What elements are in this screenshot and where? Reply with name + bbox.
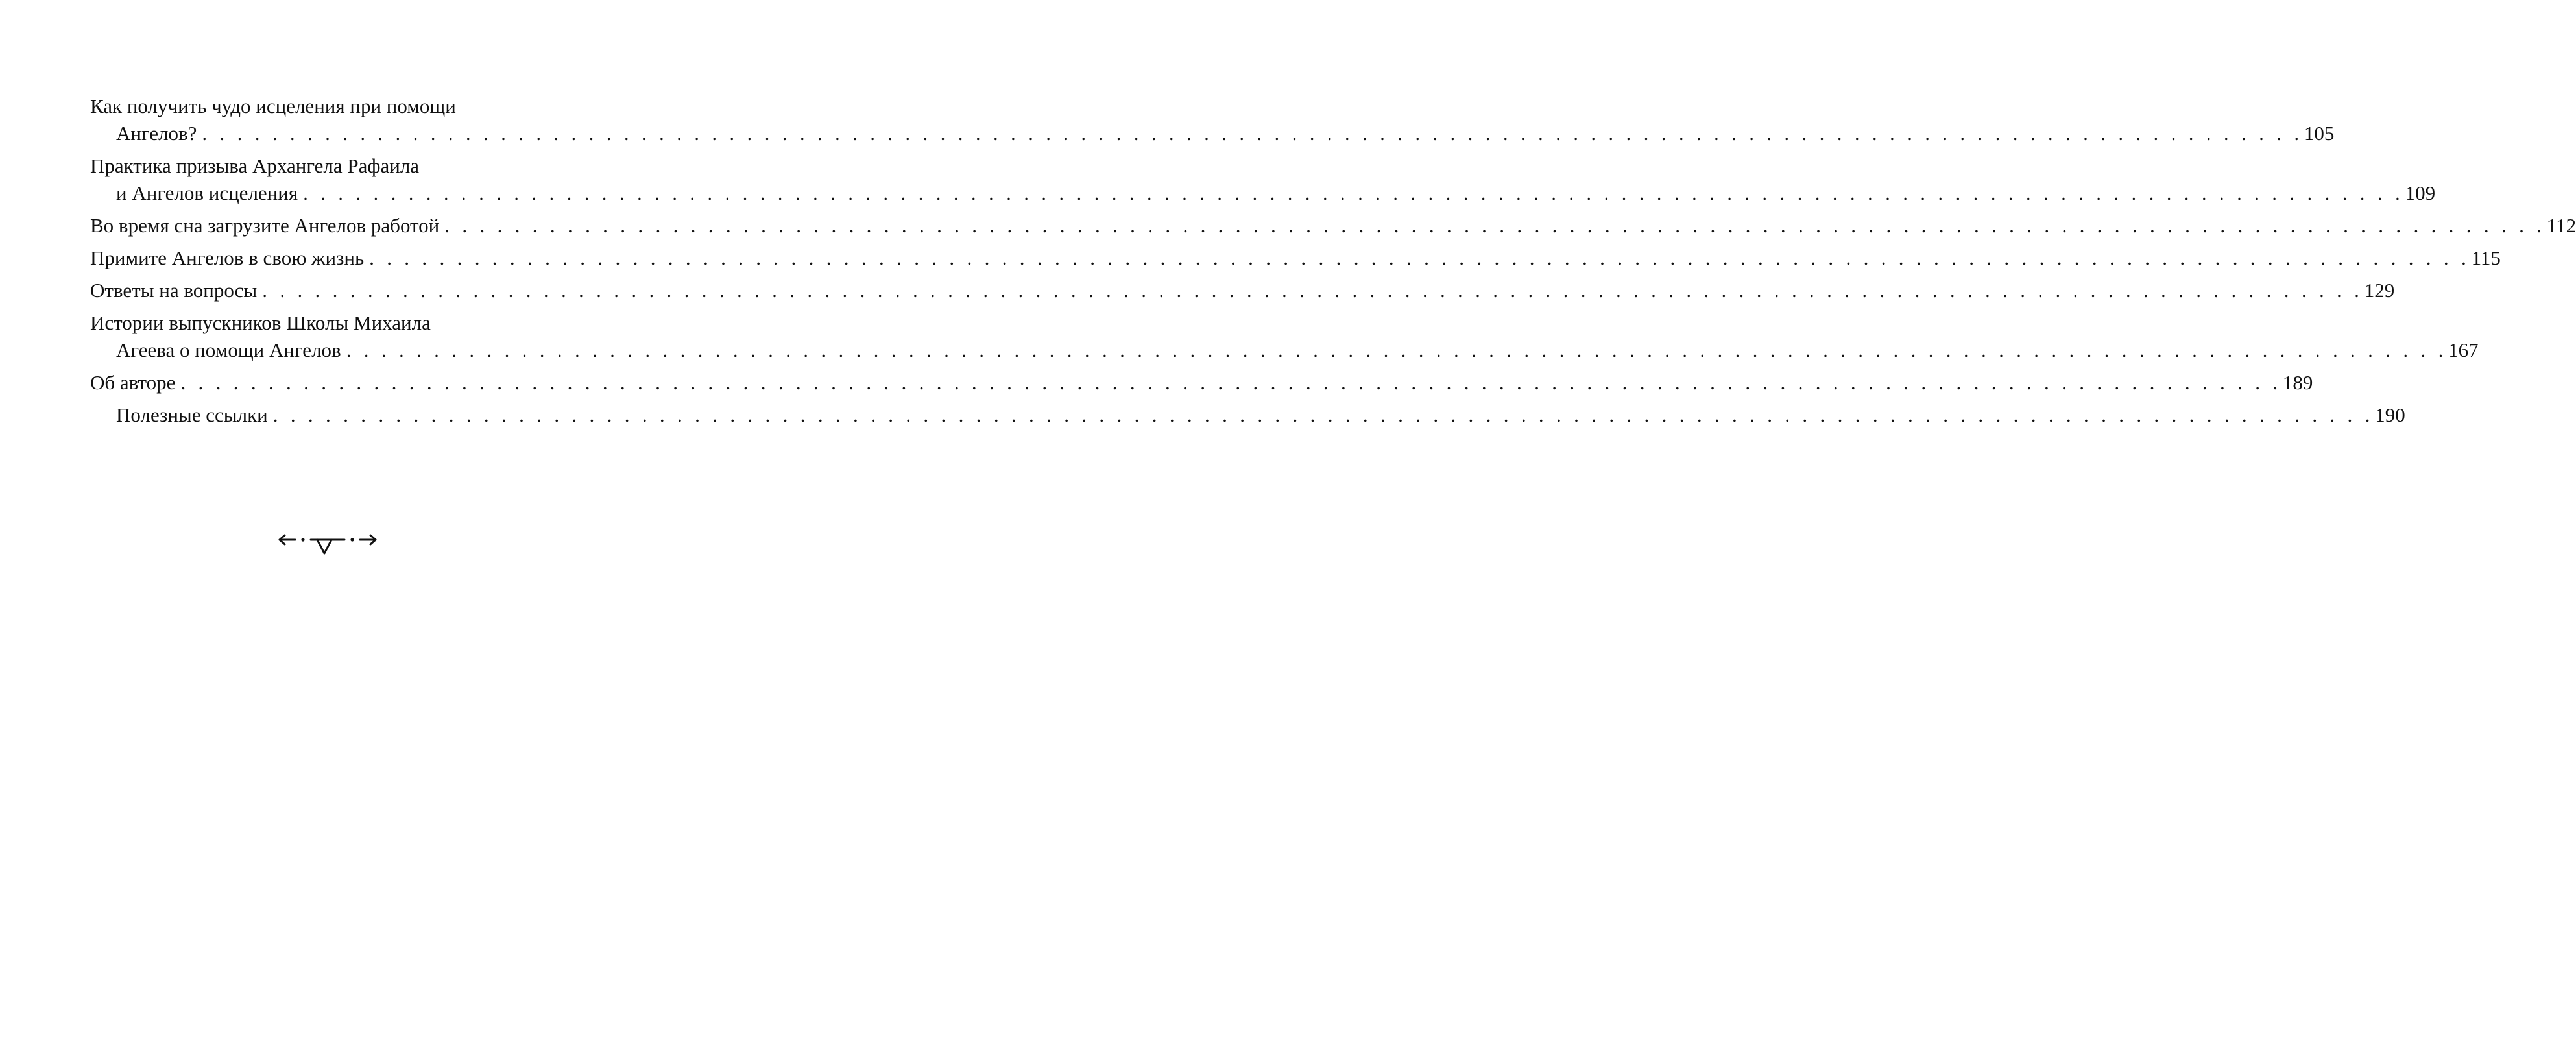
toc-entry-title: Истории выпускников Школы Михаила xyxy=(90,311,431,334)
toc-entry-title: и Ангелов исцеления xyxy=(116,182,298,204)
toc-entry-title: Как получить чудо исцеления при помощи xyxy=(90,95,456,117)
dot-leader: . . . . . . . . . . . . . . . . . . . . . . . . . . . . . . . . . . . . . . . . . . . . . . . . . . . . . . . . . . . . . . . . . . . . . . . . . . . . . . . . . . . . . . . . . . . . . . . . . . . . . . . . . . . . . . . . . . . . . . . . xyxy=(202,122,2303,145)
toc-page-number: 167 xyxy=(2448,339,2479,361)
toc-page-number: 105 xyxy=(2304,122,2335,145)
toc-entry-title: Ангелов? xyxy=(116,122,197,145)
toc-page-number: 189 xyxy=(2282,371,2313,394)
toc-page-number: 129 xyxy=(2364,279,2395,302)
toc-entry[interactable] xyxy=(90,245,2501,272)
dot-leader: . . . . . . . . . . . . . . . . . . . . . . . . . . . . . . . . . . . . . . . . . . . . . . . . . . . . . . . . . . . . . . . . . . . . . . . . . . . . . . . . . . . . . . . . . . . . . . . . . . . . . . . . . . . . . . . . . . . . . . . . xyxy=(303,182,2404,204)
toc-page-number: 109 xyxy=(2405,182,2436,204)
toc-entry[interactable] xyxy=(90,309,2479,364)
toc-entry[interactable] xyxy=(90,152,2436,207)
toc-entry-last-line xyxy=(90,245,2501,272)
arrows-triangle-ornament-icon xyxy=(276,532,379,561)
toc-entry[interactable] xyxy=(90,369,2313,396)
toc-entry-title: Агеева о помощи Ангелов xyxy=(116,339,341,361)
toc-entry[interactable] xyxy=(90,93,2335,147)
toc-page-number: 190 xyxy=(2375,404,2405,426)
toc-entry-line xyxy=(90,93,570,120)
toc-entry-last-line xyxy=(90,180,2436,207)
toc-entry[interactable] xyxy=(90,277,2395,304)
table-of-contents xyxy=(90,93,2576,429)
toc-entry[interactable] xyxy=(90,402,2405,429)
dot-leader: . . . . . . . . . . . . . . . . . . . . . . . . . . . . . . . . . . . . . . . . . . . . . . . . . . . . . . . . . . . . . . . . . . . . . . . . . . . . . . . . . . . . . . . . . . . . . . . . . . . . . . . . . . . . . . . . . . . . . . . . xyxy=(180,371,2281,394)
toc-entry[interactable] xyxy=(90,212,2576,239)
dot-leader: . . . . . . . . . . . . . . . . . . . . . . . . . . . . . . . . . . . . . . . . . . . . . . . . . . . . . . . . . . . . . . . . . . . . . . . . . . . . . . . . . . . . . . . . . . . . . . . . . . . . . . . . . . . . . . . . . . . . . . . . xyxy=(272,404,2374,426)
toc-entry-last-line xyxy=(90,369,2313,396)
toc-entry-title: Примите Ангелов в свою жизнь xyxy=(90,247,365,269)
toc-entry-title: Ответы на вопросы xyxy=(90,279,258,302)
dot-leader: . . . . . . . . . . . . . . . . . . . . . . . . . . . . . . . . . . . . . . . . . . . . . . . . . . . . . . . . . . . . . . . . . . . . . . . . . . . . . . . . . . . . . . . . . . . . . . . . . . . . . . . . . . . . . . . . . . . . . . . . xyxy=(369,247,2470,269)
toc-entry-last-line xyxy=(90,120,2335,147)
toc-entry-title: Об авторе xyxy=(90,371,176,394)
toc-entry-last-line xyxy=(90,337,2479,364)
toc-entry-line xyxy=(90,152,570,180)
dot-leader: . . . . . . . . . . . . . . . . . . . . . . . . . . . . . . . . . . . . . . . . . . . . . . . . . . . . . . . . . . . . . . . . . . . . . . . . . . . . . . . . . . . . . . . . . . . . . . . . . . . . . . . . . . . . . . . . . . . . . . . . xyxy=(262,279,2363,302)
toc-entry-last-line xyxy=(90,277,2395,304)
toc-page-number: 115 xyxy=(2471,247,2501,269)
toc-entry-title: Полезные ссылки xyxy=(116,404,268,426)
toc-entry-last-line xyxy=(90,402,2405,429)
toc-entry-last-line xyxy=(90,212,2576,239)
dot-leader: . . . . . . . . . . . . . . . . . . . . . . . . . . . . . . . . . . . . . . . . . . . . . . . . . . . . . . . . . . . . . . . . . . . . . . . . . . . . . . . . . . . . . . . . . . . . . . . . . . . . . . . . . . . . . . . . . . . . . . . . xyxy=(346,339,2448,361)
toc-entry-title: Во время сна загрузите Ангелов работой xyxy=(90,214,440,237)
toc-entry-line xyxy=(90,309,570,337)
dot-leader: . . . . . . . . . . . . . . . . . . . . . . . . . . . . . . . . . . . . . . . . . . . . . . . . . . . . . . . . . . . . . . . . . . . . . . . . . . . . . . . . . . . . . . . . . . . . . . . . . . . . . . . . . . . . . . . . . . . . . . . . xyxy=(444,214,2546,237)
toc-page-number: 112 xyxy=(2546,214,2576,237)
toc-entry-title: Практика призыва Архангела Рафаила xyxy=(90,154,420,177)
